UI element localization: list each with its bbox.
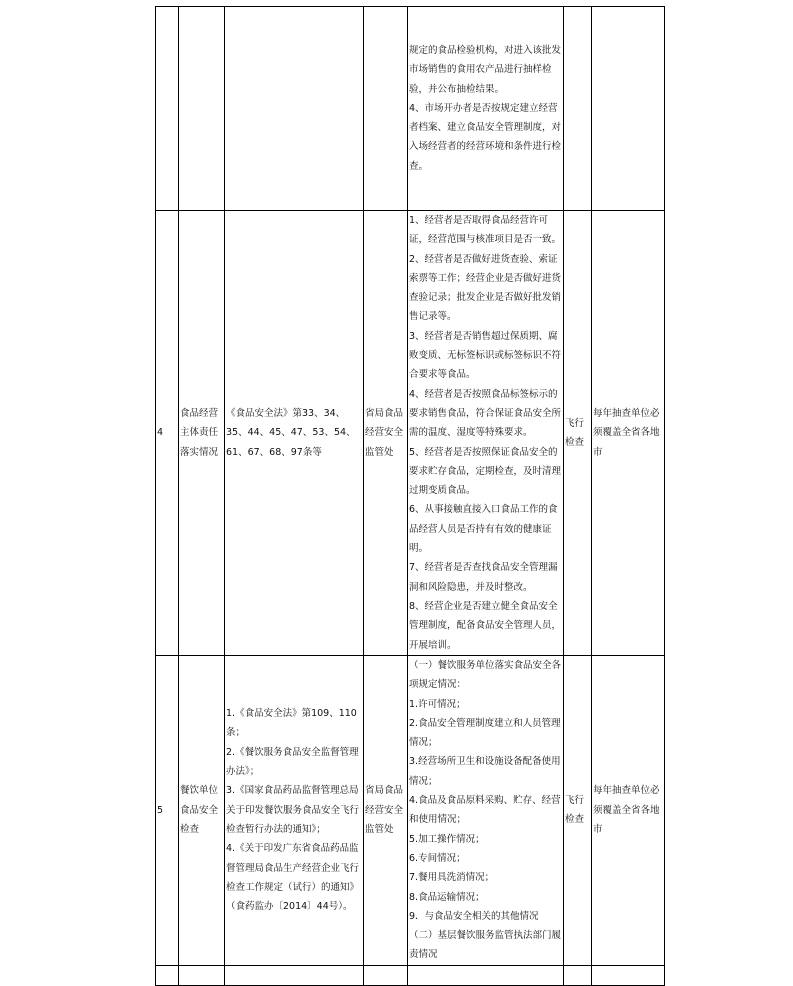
text-line: 查。: [409, 160, 429, 172]
text-line: 监管处: [365, 446, 394, 458]
cell-no: [156, 655, 179, 965]
cell-dept: [364, 655, 408, 965]
table-row: [156, 211, 665, 656]
text-line: 洞和风险隐患，并及时整改。: [409, 581, 533, 593]
text-line: （一）餐饮服务单位落实食品安全各: [409, 659, 562, 671]
text-line: 2.食品安全管理制度建立和人员管理: [409, 717, 561, 729]
text-line: 检查: [180, 823, 200, 835]
cell-method: [564, 965, 592, 985]
cell-basis: [225, 655, 364, 965]
text-line: 3.经营场所卫生和设施设备配备使用: [409, 756, 561, 768]
text-line: 证，经营范围与核准项目是否一致。: [409, 234, 562, 246]
table-row-continuation: [156, 7, 665, 211]
text-line: 明。: [409, 543, 429, 555]
checks-text: [409, 7, 562, 176]
text-line: 情况；: [409, 775, 438, 787]
cell-no: [156, 211, 179, 656]
text-line: 和使用情况；: [409, 814, 467, 826]
text-line: 1、经营者是否取得食品经营许可: [409, 215, 549, 226]
text-line: 检查: [565, 436, 585, 448]
text-line: 经营安全: [365, 804, 404, 816]
cell-coverage: [592, 7, 665, 211]
inspection-table: [155, 6, 665, 986]
text-line: 5.加工操作情况；: [409, 833, 485, 845]
cell-basis: [225, 7, 364, 211]
text-line: 检查暂行办法的通知》；: [226, 823, 326, 835]
text-line: 验，并公布抽检结果。: [409, 83, 505, 95]
cell-no: [156, 7, 179, 211]
cell-checks: [408, 965, 564, 985]
text-line: 规定的食品检验机构，对进入该批发: [409, 45, 562, 56]
text-line: 检查: [565, 814, 585, 826]
text-line: 飞行: [565, 795, 585, 807]
text-line: 4、市场开办者是否按规定建立经营: [409, 102, 558, 114]
text-line: 2.《餐饮服务食品安全监督管理: [226, 746, 359, 758]
text-line: 2、经营者是否做好进货查验、索证: [409, 253, 558, 265]
cell-dept: [364, 965, 408, 985]
text-line: 品经营人员是否持有有效的健康证: [409, 523, 552, 535]
text-line: 7.餐用具洗消情况；: [409, 872, 495, 884]
text-line: 每年抽查单位必: [593, 785, 660, 797]
cell-coverage: [592, 965, 665, 985]
row-number: 5: [157, 804, 164, 816]
text-line: 情况；: [409, 737, 438, 749]
text-line: 过期变质食品。: [409, 485, 476, 497]
text-line: 项规定情况：: [409, 679, 467, 691]
text-line: 须覆盖全省各地: [593, 804, 660, 816]
text-line: 检查工作规定（试行）的通知》: [226, 881, 360, 893]
text-line: （二）基层餐饮服务监管执法部门履: [409, 930, 562, 942]
cell-item: [179, 965, 225, 985]
text-line: 市: [593, 446, 603, 458]
text-line: 市场销售的食用农产品进行抽样检: [409, 64, 552, 76]
text-line: 开展培训。: [409, 639, 457, 651]
text-line: 须覆盖全省各地: [593, 427, 660, 439]
cell-coverage: [592, 655, 665, 965]
text-line: 每年抽查单位必: [593, 407, 660, 419]
text-line: 1.许可情况；: [409, 698, 466, 710]
cell-dept: [364, 211, 408, 656]
text-line: 需的温度、湿度等特殊要求。: [409, 427, 533, 439]
text-line: 责情况: [409, 949, 438, 961]
text-line: 索票等工作；经营企业是否做好进货: [409, 272, 562, 284]
text-line: 入场经营者的经营环境和条件进行检: [409, 141, 562, 153]
text-line: 4、经营者是否按照食品标签标示的: [409, 388, 558, 400]
text-line: 要求贮存食品，定期检查，及时清理: [409, 465, 562, 477]
text-line: 售记录等。: [409, 311, 457, 323]
cell-basis: [225, 211, 364, 656]
text-line: 4.食品及食品原料采购、贮存、经营: [409, 795, 561, 807]
text-line: 3.《国家食品药品监督管理总局: [226, 785, 359, 797]
cell-checks: [408, 655, 564, 965]
cell-method: [564, 655, 592, 965]
text-line: 省局食品: [365, 407, 404, 419]
text-line: 6、从事接触直接入口食品工作的食: [409, 504, 558, 516]
cell-method: [564, 211, 592, 656]
text-line: 61、67、68、97条等: [226, 446, 322, 458]
cell-coverage: [592, 211, 665, 656]
text-line: 关于印发餐饮服务食品安全飞行: [226, 804, 360, 816]
cell-checks: [408, 7, 564, 211]
text-line: 8.食品运输情况；: [409, 891, 485, 903]
text-line: 食品经营: [180, 407, 219, 419]
text-line: 主体责任: [180, 427, 219, 439]
text-line: 1.《食品安全法》第109、110: [226, 708, 357, 720]
text-line: 经营安全: [365, 427, 404, 439]
cell-no: [156, 965, 179, 985]
text-line: 飞行: [565, 417, 585, 429]
text-line: 要求销售食品，符合保证食品安全所: [409, 407, 562, 419]
text-line: 败变质、无标签标识或标签标识不符: [409, 350, 562, 362]
text-line: 督管理局食品生产经营企业飞行: [226, 862, 360, 874]
text-line: 查验记录；批发企业是否做好批发销: [409, 292, 562, 304]
text-line: 9．与食品安全相关的其他情况: [409, 910, 539, 922]
text-line: 35、44、45、47、53、54、: [226, 427, 356, 439]
table-row-next: [156, 965, 665, 985]
text-line: 落实情况: [180, 446, 219, 458]
text-line: 合要求等食品。: [409, 369, 476, 381]
text-line: 3、经营者是否销售超过保质期、腐: [409, 330, 558, 342]
text-line: 办法》；: [226, 766, 260, 778]
cell-checks: [408, 211, 564, 656]
row-number: 4: [157, 427, 164, 439]
text-line: 《食品安全法》第33、34、: [226, 407, 346, 419]
text-line: 6.专间情况；: [409, 852, 466, 864]
text-line: 7、经营者是否查找食品安全管理漏: [409, 562, 558, 574]
cell-method: [564, 7, 592, 211]
text-line: 省局食品: [365, 785, 404, 797]
text-line: （食药监办〔2014〕44号）。: [226, 901, 353, 913]
text-line: 4.《关于印发广东省食品药品监: [226, 843, 359, 855]
text-line: 管理制度，配备食品安全管理人员，: [409, 620, 562, 632]
text-line: 5、经营者是否按照保证食品安全的: [409, 446, 558, 458]
text-line: 监管处: [365, 823, 394, 835]
text-line: 餐饮单位: [180, 785, 219, 797]
table-row: [156, 655, 665, 965]
cell-item: [179, 211, 225, 656]
text-line: 者档案、建立食品安全管理制度，对: [409, 122, 562, 134]
cell-basis: [225, 965, 364, 985]
cell-item: [179, 655, 225, 965]
cell-dept: [364, 7, 408, 211]
cell-item: [179, 7, 225, 211]
text-line: 条；: [226, 727, 246, 739]
text-line: 市: [593, 823, 603, 835]
text-line: 8、经营企业是否建立健全食品安全: [409, 600, 558, 612]
text-line: 食品安全: [180, 804, 219, 816]
